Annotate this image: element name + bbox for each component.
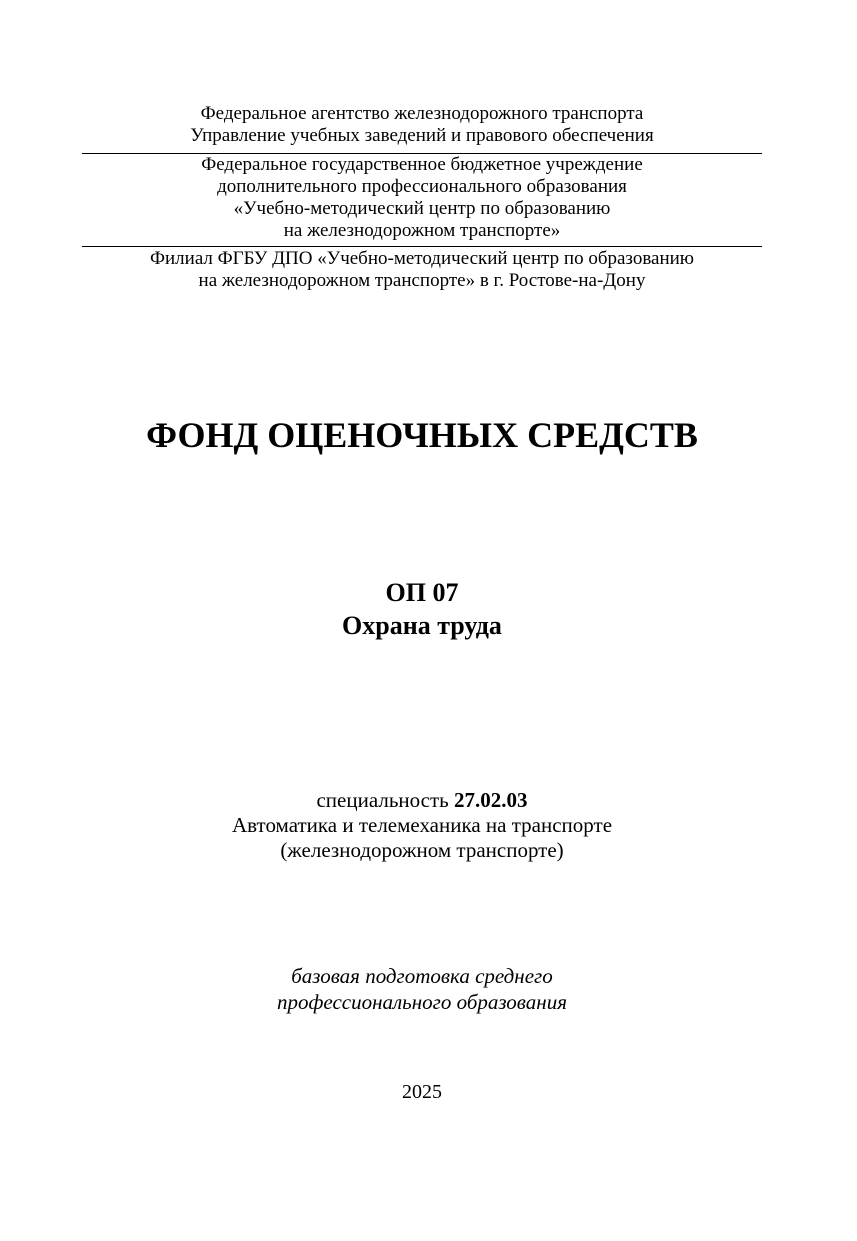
branch-block <box>82 248 762 292</box>
agency-line: Федеральное агентство железнодорожного транспорта <box>200 103 644 124</box>
specialty-name: (железнодорожном транспорте) <box>280 838 564 862</box>
institution-line: дополнительного профессионального образования <box>217 176 627 197</box>
specialty-line <box>0 788 844 813</box>
institution-line: на железнодорожном транспорте» <box>283 220 561 241</box>
education-level-block <box>0 963 844 1015</box>
branch-line: Филиал ФГБУ ДПО «Учебно-методический центр по образованию <box>149 248 694 269</box>
document-title: ФОНД ОЦЕНОЧНЫХ СРЕДСТВ <box>146 415 698 455</box>
education-level-line: базовая подготовка среднего <box>291 964 553 988</box>
specialty-label: специальность <box>316 788 454 812</box>
institution-line: Федеральное государственное бюджетное учреждение <box>201 154 643 175</box>
specialty-code: 27.02.03 <box>454 788 528 812</box>
institution-block <box>82 154 762 242</box>
specialty-block <box>0 788 844 863</box>
subject-name: Охрана труда <box>342 611 502 640</box>
subject-code: ОП 07 <box>385 578 459 607</box>
branch-line: на железнодорожном транспорте» в г. Ростове-на-Дону <box>198 270 646 291</box>
agency-block <box>82 103 762 147</box>
institution-line: «Учебно-методический центр по образованию <box>233 198 611 219</box>
education-level-line: профессионального образования <box>277 990 567 1014</box>
publication-year: 2025 <box>402 1081 442 1103</box>
divider-rule <box>82 246 762 247</box>
subject-block <box>0 576 844 642</box>
department-line: Управление учебных заведений и правового обеспечения <box>190 125 654 146</box>
specialty-name: Автоматика и телемеханика на транспорте <box>231 813 613 837</box>
